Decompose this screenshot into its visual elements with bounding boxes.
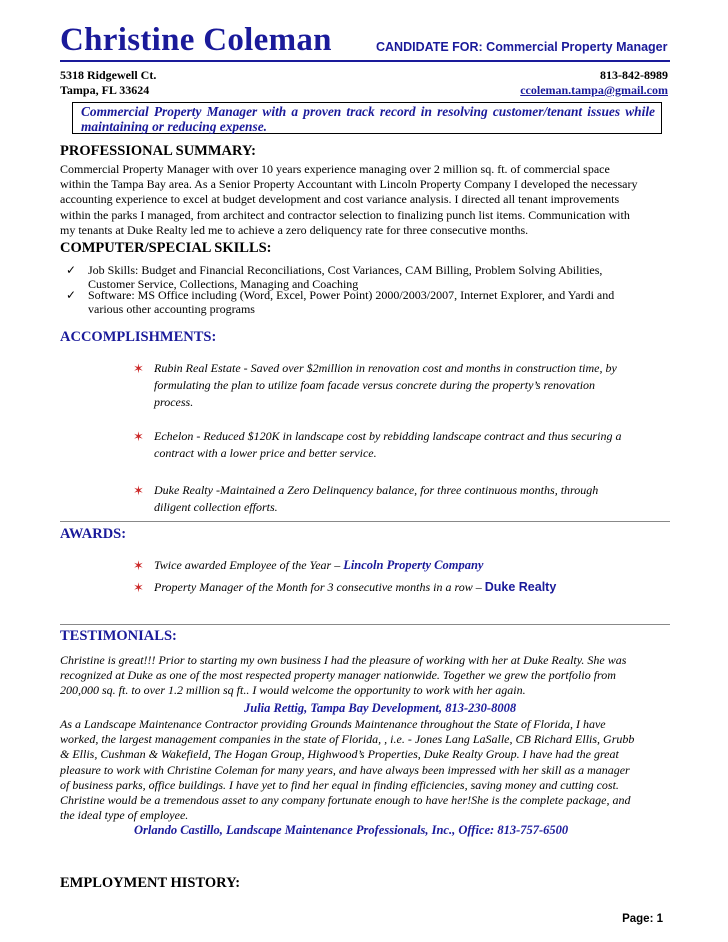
page-number: Page: 1 [622,913,663,925]
phone-number: 813-842-8989 [600,68,668,82]
accomplishment-line: Echelon - Reduced $120K in landscape cost by rebidding landscape contract and thus securing a [154,429,622,443]
skills-heading: COMPUTER/SPECIAL SKILLS: [60,240,272,256]
award-company: Duke Realty [484,580,557,594]
testimonial-line: Christine would be a tremendous asset to any company fortunate enough to have her!She is the complete package, and [60,793,631,808]
testimonial-line: & Ellis, Cushman & Wakefield, The Hogan Group, Highwood’s Properties, Duke Realty Group. I have had the great [60,747,619,762]
section-divider [60,521,670,522]
summary-line: accounting experience to excel at budget development and cost variance analysis. I directed all tenant improvements [60,192,620,207]
award-text: Twice awarded Employee of the Year – [154,558,344,572]
star-bullet-icon: ✶ [133,558,144,573]
email-link[interactable]: ccoleman.tampa@gmail.com [520,83,668,97]
summary-paragraph [60,162,670,238]
accomplishment-line: formulating the plan to utilize foam facade versus concrete during the property’s renovation [154,378,596,392]
star-bullet-icon: ✶ [133,483,144,498]
accomplishment-line: Duke Realty -Maintained a Zero Delinquency balance, for three continuous months, through [154,483,599,497]
accomplishment-line: diligent collection efforts. [154,500,278,514]
skill-line: Customer Service, Collections, Managing and Coaching [88,277,359,292]
testimonials-heading: TESTIMONIALS: [60,628,177,644]
testimonial-signature: Julia Rettig, Tampa Bay Development, 813-230-8008 [244,701,517,715]
accomplishment-line: process. [154,395,194,409]
checkmark-icon: ✓ [66,263,77,277]
accomplishment-line: Rubin Real Estate - Saved over $2million in renovation cost and months in construction time, by [154,361,617,375]
skill-line: Software: MS Office including (Word, Excel, Power Point) 2000/2003/2007, Internet Explorer, and Yardi and [88,288,615,302]
testimonial-line: of business parks, office buildings. I have yet to find her equal in finding efficiencies, saving money and cutting cost. [60,777,619,792]
star-bullet-icon: ✶ [133,429,144,444]
employment-heading: EMPLOYMENT HISTORY: [60,875,241,891]
testimonial-line: Christine is great!!! Prior to starting my own business I had the pleasure of working with her at Duke Realty. She was [60,653,627,667]
accomplishments-heading: ACCOMPLISHMENTS: [60,329,217,345]
accomplishment-line: contract with a lower price and better service. [154,446,377,460]
awards-heading: AWARDS: [60,526,127,542]
star-bullet-icon: ✶ [133,580,144,595]
header-divider [60,60,670,62]
summary-line: within the Tampa Bay area. As a Senior Property Accountant with Lincoln Property Company I developed the necessary [60,177,638,192]
summary-line: within the parks I managed, from architect and contractor selection to finalizing punch list items. Communication with [60,207,630,222]
city-address: Tampa, FL 33624 [60,83,150,97]
objective-box: Commercial Property Manager with a proven track record in resolving customer/tenant issues while maintaining or reducing expense. [72,102,662,134]
street-address: 5318 Ridgewell Ct. [60,68,157,82]
summary-heading: PROFESSIONAL SUMMARY: [60,143,256,159]
award-company: Lincoln Property Company [343,558,484,572]
section-divider [60,624,670,625]
testimonial-line: pleasure to work with Christine Coleman for many years, and have always been impressed with her skill as a manager [60,762,630,777]
star-bullet-icon: ✶ [133,361,144,376]
testimonial-signature: Orlando Castillo, Landscape Maintenance Professionals, Inc., Office: 813-757-6500 [134,823,569,837]
summary-line: my tenants at Duke Realty led me to achieve a zero deliquency rate for three consecutive months. [60,222,529,237]
summary-line: Commercial Property Manager with over 10 years experience managing over 2 million sq. ft. of commercial space [60,162,610,176]
testimonial-line: As a Landscape Maintenance Contractor providing Grounds Maintenance throughout the State of Florida, I have [60,717,606,731]
testimonial-line: 200,000 sq. ft. to over 1.2 million sq ft.. I would welcome the opportunity to work with her again. [60,683,526,698]
award-text: Property Manager of the Month for 3 consecutive months in a row – [154,580,485,594]
checkmark-icon: ✓ [66,288,77,302]
testimonial-line: worked, the largest management companies in the state of Florida, , i.e. - Jones Lang LaSalle, CB Richard Ellis, Grubb [60,732,635,747]
candidate-name: Christine Coleman [60,22,332,58]
testimonial-line: the ideal type of employee. [60,808,189,823]
skill-line: various other accounting programs [88,302,255,317]
candidate-for-title: CANDIDATE FOR: Commercial Property Manager [376,40,668,54]
testimonial-first [60,653,670,699]
skill-line: Job Skills: Budget and Financial Reconciliations, Cost Variances, CAM Billing, Problem Solving Abilities, [88,263,603,277]
testimonial-line: recognized at Duke as one of the most respected property manager nationwide. Together we grew the portfolio from [60,668,616,683]
testimonial-second [60,717,670,823]
